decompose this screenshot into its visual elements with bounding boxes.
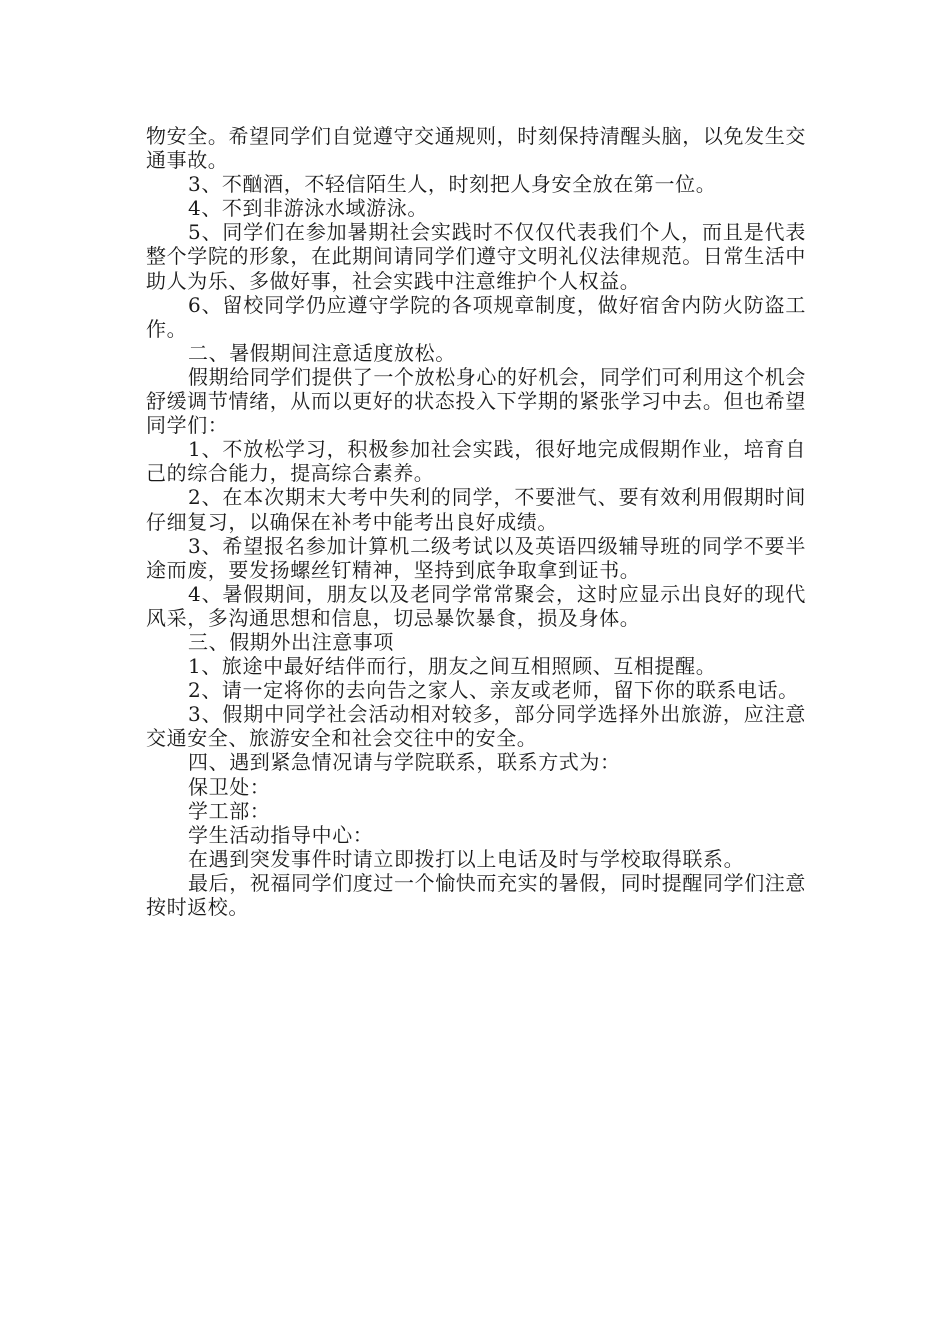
paragraph-section-2-item-3: 3、希望报名参加计算机二级考试以及英语四级辅导班的同学不要半途而废，要发扬螺丝钉精神，坚持到底争取拿到证书。 [146, 533, 806, 582]
paragraph-section-3-item-1: 1、旅途中最好结伴而行，朋友之间互相照顾、互相提醒。 [188, 654, 717, 679]
section-heading-3: 三、假期外出注意事项 [188, 629, 394, 654]
paragraph-item-6: 6、留校同学仍应遵守学院的各项规章制度，做好宿舍内防火防盗工作。 [146, 292, 806, 341]
paragraph-emergency-note: 在遇到突发事件时请立即拨打以上电话及时与学校取得联系。 [188, 846, 745, 871]
contact-security-office: 保卫处： [188, 774, 271, 799]
paragraph-section-2-item-2: 2、在本次期末大考中失利的同学，不要泄气、要有效利用假期时间仔细复习，以确保在补考中能考出良好成绩。 [146, 485, 806, 534]
paragraph-item-3: 3、不酗酒，不轻信陌生人，时刻把人身安全放在第一位。 [188, 172, 717, 197]
paragraph-section-2-item-4: 4、暑假期间，朋友以及老同学常常聚会，这时应显示出良好的现代风采，多沟通思想和信息，切忌暴饮暴食，损及身体。 [146, 581, 806, 630]
contact-student-affairs: 学工部： [188, 798, 271, 823]
paragraph-section-2-intro: 假期给同学们提供了一个放松身心的好机会，同学们可利用这个机会舒缓调节情绪，从而以更好的状态投入下学期的紧张学习中去。但也希望同学们： [146, 364, 806, 438]
document-body [146, 124, 806, 919]
paragraph-section-3-item-2: 2、请一定将你的去向告之家人、亲友或老师，留下你的联系电话。 [188, 678, 799, 703]
paragraph-section-3-item-3: 3、假期中同学社会活动相对较多，部分同学选择外出旅游，应注意交通安全、旅游安全和社会交往中的安全。 [146, 702, 806, 751]
section-heading-2: 二、暑假期间注意适度放松。 [188, 340, 456, 365]
section-heading-4: 四、遇到紧急情况请与学院联系，联系方式为： [188, 750, 621, 775]
paragraph-section-2-item-1: 1、不放松学习，积极参加社会实践，很好地完成假期作业，培育自己的综合能力，提高综合素养。 [146, 437, 806, 486]
contact-activity-center: 学生活动指导中心： [188, 822, 374, 847]
paragraph-continuation: 物安全。希望同学们自觉遵守交通规则，时刻保持清醒头脑，以免发生交通事故。 [146, 124, 806, 173]
paragraph-item-4: 4、不到非游泳水域游泳。 [188, 196, 428, 221]
paragraph-item-5: 5、同学们在参加暑期社会实践时不仅仅代表我们个人，而且是代表整个学院的形象，在此期间请同学们遵守文明礼仪法律规范。日常生活中助人为乐、多做好事，社会实践中注意维护个人权益。 [146, 220, 806, 293]
paragraph-closing: 最后，祝福同学们度过一个愉快而充实的暑假，同时提醒同学们注意按时返校。 [146, 870, 806, 919]
